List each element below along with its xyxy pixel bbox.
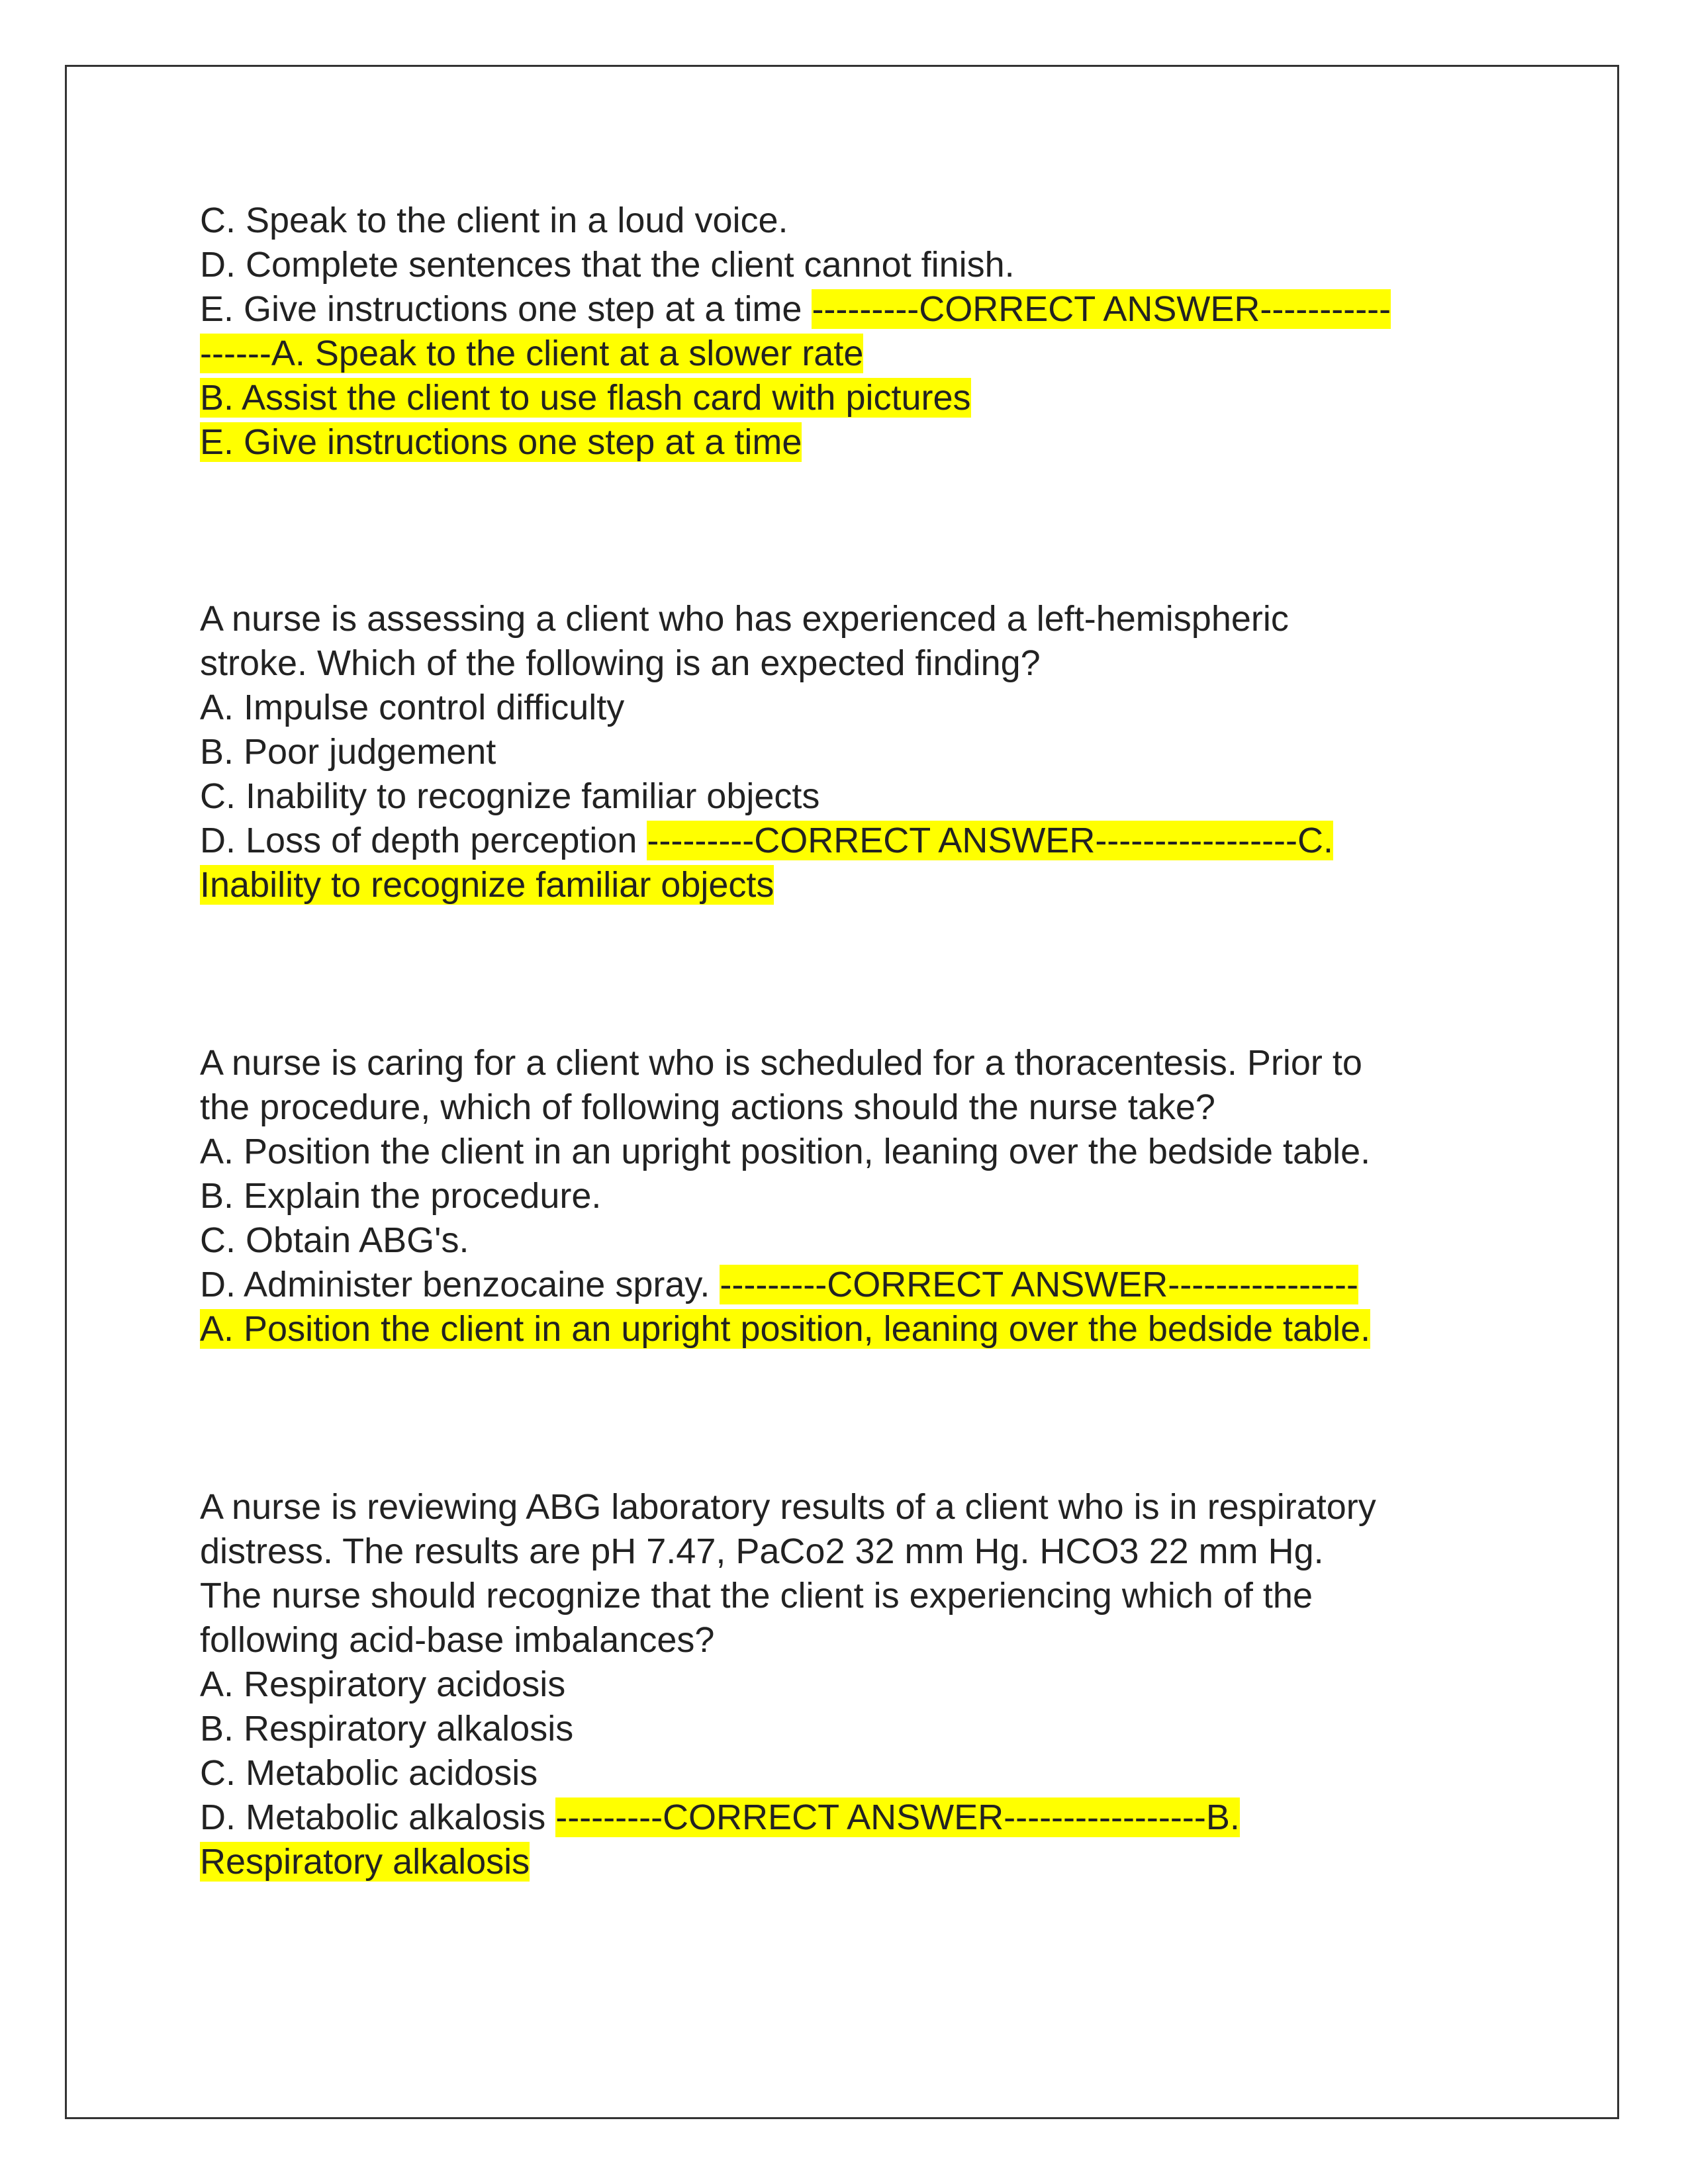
option-e: E. Give instructions one step at a time	[200, 289, 812, 329]
spacer	[200, 907, 1511, 1041]
question-block-3	[200, 1041, 1511, 1351]
option-d-line	[200, 1263, 1511, 1307]
correct-answer-marker: ---------CORRECT ANSWER-----------------C.	[647, 821, 1334, 860]
option-d-line	[200, 1796, 1511, 1840]
spacer	[200, 465, 1511, 597]
correct-answer-text: ------A. Speak to the client at a slower rate	[200, 334, 864, 373]
answer-line	[200, 1307, 1511, 1351]
question-stem: The nurse should recognize that the client is experiencing which of the	[200, 1576, 1313, 1615]
correct-answer-text: Respiratory alkalosis	[200, 1842, 530, 1882]
question-block-4	[200, 1485, 1511, 1884]
question-stem: the procedure, which of following actions should the nurse take?	[200, 1087, 1215, 1127]
option-e-line	[200, 287, 1511, 332]
correct-answer-marker: ---------CORRECT ANSWER-----------------B.	[555, 1797, 1240, 1837]
option-b: B. Poor judgement	[200, 732, 496, 772]
option-d: D. Metabolic alkalosis	[200, 1797, 556, 1837]
option-a: A. Position the client in an upright position, leaning over the bedside table.	[200, 1132, 1371, 1171]
correct-answer-text: Inability to recognize familiar objects	[200, 865, 774, 905]
correct-answer-marker: ---------CORRECT ANSWER-----------	[812, 289, 1391, 329]
option-c: C. Metabolic acidosis	[200, 1753, 538, 1793]
document-content	[200, 199, 1511, 1884]
answer-line	[200, 332, 1511, 376]
question-stem: A nurse is assessing a client who has experienced a left-hemispheric	[200, 599, 1289, 639]
question-stem: A nurse is reviewing ABG laboratory results of a client who is in respiratory	[200, 1487, 1376, 1527]
option-d: D. Complete sentences that the client cannot finish.	[200, 245, 1015, 285]
question-block-2	[200, 597, 1511, 907]
correct-answer-text: B. Assist the client to use flash card with pictures	[200, 378, 971, 418]
option-d-line	[200, 819, 1511, 863]
option-c: C. Inability to recognize familiar objects	[200, 776, 820, 816]
question-stem: following acid-base imbalances?	[200, 1620, 715, 1660]
option-b: B. Respiratory alkalosis	[200, 1709, 574, 1749]
question-stem: stroke. Which of the following is an expected finding?	[200, 643, 1041, 683]
correct-answer-text: A. Position the client in an upright position, leaning over the bedside table.	[200, 1309, 1371, 1349]
question-block-1	[200, 199, 1511, 465]
option-d: D. Administer benzocaine spray.	[200, 1265, 720, 1304]
option-d: D. Loss of depth perception	[200, 821, 647, 860]
option-c: C. Obtain ABG's.	[200, 1220, 469, 1260]
answer-line	[200, 376, 1511, 420]
option-b: B. Explain the procedure.	[200, 1176, 602, 1216]
spacer	[200, 1351, 1511, 1485]
option-a: A. Respiratory acidosis	[200, 1664, 566, 1704]
question-stem: distress. The results are pH 7.47, PaCo2 32 mm Hg. HCO3 22 mm Hg.	[200, 1531, 1324, 1571]
option-a: A. Impulse control difficulty	[200, 688, 625, 727]
question-stem: A nurse is caring for a client who is scheduled for a thoracentesis. Prior to	[200, 1043, 1362, 1083]
correct-answer-marker: ---------CORRECT ANSWER----------------	[720, 1265, 1358, 1304]
answer-line	[200, 863, 1511, 907]
answer-line	[200, 1840, 1511, 1884]
correct-answer-text: E. Give instructions one step at a time	[200, 422, 802, 462]
answer-line	[200, 420, 1511, 465]
option-c: C. Speak to the client in a loud voice.	[200, 201, 788, 240]
